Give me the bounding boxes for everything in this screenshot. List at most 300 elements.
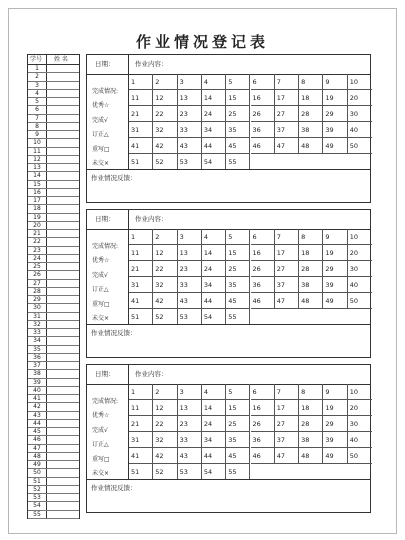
grid-cell: 9 [323, 74, 347, 90]
grid-cell: 6 [251, 229, 275, 245]
status-legend [87, 384, 129, 479]
grid-cell: 45 [226, 448, 250, 464]
status-complete: 完成√ [92, 117, 108, 124]
assignment-content-label: 作业内容： [135, 60, 168, 68]
grid-cell: 4 [202, 74, 226, 90]
page-title: 作业情况登记表 [135, 33, 269, 51]
grid-cell: 10 [348, 74, 372, 90]
roster-row-number: 37 [33, 362, 41, 369]
grid-cell: 26 [251, 106, 275, 122]
date-label: 日期： [87, 55, 129, 74]
roster-row-number: 15 [33, 180, 41, 188]
grid-cell: 5 [226, 74, 250, 90]
roster-row-number: 30 [33, 304, 41, 312]
roster-row [28, 65, 79, 73]
status-rewrite: 重写□ [92, 456, 110, 463]
roster-row [28, 98, 79, 106]
grid-cell: 24 [202, 261, 226, 277]
grid-cell: 9 [323, 384, 347, 400]
assignment-block [86, 364, 371, 513]
roster-row-number: 4 [35, 89, 39, 97]
grid-cell: 22 [153, 416, 177, 432]
roster-row-number: 13 [33, 164, 41, 171]
roster-row [28, 296, 79, 304]
roster-row-number: 52 [33, 485, 41, 493]
roster-row [28, 230, 79, 238]
grid-cell: 21 [129, 261, 153, 277]
roster-row [28, 354, 79, 362]
grid-cell: 41 [129, 448, 153, 464]
grid-cell: 1 [129, 74, 153, 90]
roster-row-number: 25 [33, 263, 41, 270]
roster-row-number: 7 [35, 114, 39, 122]
roster-row-number: 39 [33, 378, 41, 386]
status-complete: 完成√ [92, 427, 108, 434]
grid-cell: 2 [153, 384, 177, 400]
roster-row-number: 34 [33, 337, 41, 345]
grid-cell: 24 [202, 416, 226, 432]
roster-row [28, 214, 79, 222]
status-excellent: 优秀☆ [92, 257, 110, 264]
grid-cell: 4 [202, 384, 226, 400]
grid-cell: 4 [202, 229, 226, 245]
roster-row [28, 82, 79, 90]
roster-row-number: 21 [33, 230, 41, 237]
grid-cell: 52 [153, 309, 177, 324]
grid-cell: 1 [129, 384, 153, 400]
grid-cell: 22 [153, 261, 177, 277]
grid-cell: 5 [226, 384, 250, 400]
grid-cell: 9 [323, 229, 347, 245]
roster-row-number: 5 [35, 98, 39, 105]
grid-cell: 8 [299, 384, 323, 400]
grid-cell: 54 [202, 154, 226, 169]
grid-cell: 49 [323, 138, 347, 154]
grid-cell: 19 [323, 400, 347, 416]
grid-cell: 45 [226, 293, 250, 309]
grid-cell: 7 [275, 74, 299, 90]
roster-row [28, 280, 79, 288]
feedback-divider [87, 324, 370, 325]
grid-cell: 51 [129, 154, 153, 169]
feedback-label: 作业情况反馈： [91, 484, 137, 492]
grid-cell: 5 [226, 229, 250, 245]
grid-cell: 35 [226, 122, 250, 138]
grid-cell: 40 [348, 122, 372, 138]
assignment-content-label: 作业内容： [135, 370, 168, 378]
roster-row-number: 17 [33, 197, 41, 204]
grid-cell: 42 [153, 138, 177, 154]
roster-row [28, 247, 79, 255]
roster-row [28, 73, 79, 81]
grid-cell: 30 [348, 106, 372, 122]
grid-cell: 27 [275, 416, 299, 432]
grid-cell: 1 [129, 229, 153, 245]
roster-row [28, 263, 79, 271]
roster-row [28, 123, 79, 131]
grid-cell: 6 [251, 384, 275, 400]
grid-cell: 39 [323, 432, 347, 448]
grid-cell: 38 [299, 432, 323, 448]
roster-row-number: 35 [33, 345, 41, 353]
roster-row-number: 28 [33, 287, 41, 295]
grid-cell: 16 [251, 245, 275, 261]
roster-row-number: 8 [35, 122, 39, 130]
grid-cell: 11 [129, 400, 153, 416]
grid-cell: 35 [226, 277, 250, 293]
grid-cell: 42 [153, 293, 177, 309]
grid-cell: 37 [275, 277, 299, 293]
roster-row-number: 23 [33, 246, 41, 254]
grid-cell: 46 [251, 293, 275, 309]
grid-cell: 47 [275, 138, 299, 154]
grid-cell: 18 [299, 400, 323, 416]
roster-row-number: 11 [33, 147, 41, 155]
grid-cell: 11 [129, 90, 153, 106]
roster-row [28, 313, 79, 321]
roster-row-number: 44 [33, 419, 41, 427]
roster-row-number: 27 [33, 279, 41, 287]
feedback-divider [87, 479, 370, 480]
grid-cell: 36 [251, 432, 275, 448]
grid-cell: 28 [299, 261, 323, 277]
student-number-grid [129, 229, 372, 324]
grid-cell: 2 [153, 74, 177, 90]
grid-cell: 38 [299, 122, 323, 138]
roster-header-number: 学号 [30, 56, 43, 63]
status-excellent: 优秀☆ [92, 412, 110, 419]
grid-cell: 41 [129, 138, 153, 154]
roster-row-number: 18 [33, 205, 41, 213]
roster-row [28, 370, 79, 378]
grid-cell: 29 [323, 261, 347, 277]
grid-cell: 55 [226, 154, 250, 169]
status-rewrite: 重写□ [92, 301, 110, 308]
grid-cell: 37 [275, 432, 299, 448]
grid-cell: 7 [275, 384, 299, 400]
roster-row [28, 205, 79, 213]
grid-cell: 38 [299, 277, 323, 293]
grid-cell: 26 [251, 416, 275, 432]
grid-cell: 17 [275, 90, 299, 106]
grid-cell: 47 [275, 448, 299, 464]
grid-cell: 19 [323, 245, 347, 261]
roster-row-number: 29 [33, 296, 41, 303]
roster-row [28, 412, 79, 420]
grid-cell: 29 [323, 416, 347, 432]
grid-cell: 29 [323, 106, 347, 122]
grid-cell: 3 [178, 384, 202, 400]
roster-row [28, 420, 79, 428]
roster-row-number: 47 [33, 444, 41, 452]
date-label: 日期： [87, 210, 129, 229]
roster-row-number: 54 [33, 502, 41, 510]
grid-cell: 50 [348, 293, 372, 309]
grid-cell: 35 [226, 432, 250, 448]
grid-cell: 11 [129, 245, 153, 261]
grid-cell: 6 [251, 74, 275, 90]
roster-row [28, 189, 79, 197]
grid-cell: 39 [323, 277, 347, 293]
grid-cell: 32 [153, 122, 177, 138]
grid-cell: 24 [202, 106, 226, 122]
date-label: 日期： [87, 365, 129, 384]
roster-row [28, 486, 79, 494]
roster-row [28, 379, 79, 387]
grid-cell: 21 [129, 106, 153, 122]
grid-cell: 3 [178, 74, 202, 90]
grid-cell: 54 [202, 464, 226, 479]
roster-row-number: 9 [35, 131, 39, 138]
grid-cell: 25 [226, 106, 250, 122]
grid-cell: 54 [202, 309, 226, 324]
roster-row-number: 46 [33, 436, 41, 444]
grid-cell: 14 [202, 400, 226, 416]
student-roster-table [27, 54, 80, 519]
grid-cell: 14 [202, 245, 226, 261]
grid-cell: 8 [299, 74, 323, 90]
grid-cell: 7 [275, 229, 299, 245]
roster-row [28, 90, 79, 98]
grid-cell: 49 [323, 293, 347, 309]
feedback-divider [87, 169, 370, 170]
grid-cell: 36 [251, 122, 275, 138]
grid-cell: 19 [323, 90, 347, 106]
grid-cell: 12 [153, 400, 177, 416]
grid-cell: 2 [153, 229, 177, 245]
roster-row-number: 26 [33, 271, 41, 279]
grid-cell: 17 [275, 245, 299, 261]
grid-cell: 34 [202, 277, 226, 293]
roster-row-number: 20 [33, 221, 41, 229]
grid-cell: 12 [153, 90, 177, 106]
roster-row-number: 55 [33, 510, 41, 518]
grid-cell: 27 [275, 106, 299, 122]
grid-cell: 48 [299, 448, 323, 464]
grid-cell: 17 [275, 400, 299, 416]
grid-cell: 52 [153, 464, 177, 479]
roster-row [28, 453, 79, 461]
grid-cell: 43 [178, 448, 202, 464]
roster-row [28, 511, 79, 519]
grid-cell: 43 [178, 293, 202, 309]
grid-cell: 15 [226, 90, 250, 106]
roster-row-number: 16 [33, 188, 41, 196]
roster-row-number: 38 [33, 370, 41, 378]
roster-row [28, 271, 79, 279]
assignment-block [86, 54, 371, 203]
grid-cell: 44 [202, 293, 226, 309]
status-title: 完成情况: [92, 398, 119, 405]
grid-cell: 53 [178, 309, 202, 324]
grid-cell: 33 [178, 432, 202, 448]
grid-cell: 23 [178, 106, 202, 122]
grid-cell: 26 [251, 261, 275, 277]
roster-row-number: 41 [33, 395, 41, 402]
grid-cell: 45 [226, 138, 250, 154]
roster-row [28, 181, 79, 189]
roster-row-number: 53 [33, 494, 41, 501]
grid-cell: 44 [202, 448, 226, 464]
roster-row [28, 502, 79, 510]
roster-row-number: 49 [33, 461, 41, 468]
roster-row [28, 238, 79, 246]
student-number-grid [129, 74, 372, 169]
roster-row-number: 2 [35, 73, 39, 81]
grid-cell: 32 [153, 432, 177, 448]
roster-row-number: 6 [35, 106, 39, 114]
grid-cell: 51 [129, 464, 153, 479]
roster-row [28, 131, 79, 139]
grid-cell: 34 [202, 432, 226, 448]
status-corrected: 订正△ [92, 131, 109, 138]
roster-row [28, 387, 79, 395]
grid-cell: 46 [251, 448, 275, 464]
status-excellent: 优秀☆ [92, 102, 110, 109]
grid-cell: 18 [299, 90, 323, 106]
grid-cell: 30 [348, 416, 372, 432]
roster-row-number: 24 [33, 254, 41, 262]
grid-cell: 21 [129, 416, 153, 432]
roster-row [28, 288, 79, 296]
grid-cell: 37 [275, 122, 299, 138]
roster-row-number: 19 [33, 213, 41, 221]
roster-row-number: 10 [33, 139, 41, 147]
roster-row [28, 321, 79, 329]
grid-cell: 53 [178, 154, 202, 169]
roster-row-number: 50 [33, 469, 41, 477]
roster-row-number: 3 [35, 81, 39, 89]
roster-row [28, 337, 79, 345]
grid-cell: 50 [348, 448, 372, 464]
grid-cell: 46 [251, 138, 275, 154]
grid-cell: 15 [226, 400, 250, 416]
grid-cell: 25 [226, 261, 250, 277]
grid-cell: 30 [348, 261, 372, 277]
grid-cell: 10 [348, 384, 372, 400]
grid-cell: 23 [178, 261, 202, 277]
status-not-submitted: 未交× [92, 470, 110, 477]
grid-cell: 16 [251, 90, 275, 106]
roster-row-number: 40 [33, 386, 41, 394]
status-not-submitted: 未交× [92, 160, 110, 167]
roster-row [28, 148, 79, 156]
roster-row [28, 304, 79, 312]
grid-cell: 12 [153, 245, 177, 261]
status-title: 完成情况: [92, 243, 119, 250]
status-legend [87, 74, 129, 169]
grid-cell: 48 [299, 138, 323, 154]
grid-cell: 3 [178, 229, 202, 245]
grid-cell: 20 [348, 245, 372, 261]
grid-cell: 42 [153, 448, 177, 464]
roster-row [28, 428, 79, 436]
status-legend [87, 229, 129, 324]
grid-cell: 28 [299, 416, 323, 432]
roster-header-name: 姓 名 [54, 56, 68, 63]
roster-row [28, 329, 79, 337]
status-title: 完成情况: [92, 88, 119, 95]
grid-cell: 33 [178, 122, 202, 138]
assignment-block [86, 209, 371, 358]
grid-cell: 41 [129, 293, 153, 309]
student-number-grid [129, 384, 372, 479]
roster-row-number: 22 [33, 238, 41, 246]
roster-row [28, 436, 79, 444]
roster-row-number: 36 [33, 353, 41, 361]
grid-cell: 15 [226, 245, 250, 261]
roster-row-number: 12 [33, 155, 41, 163]
grid-cell: 36 [251, 277, 275, 293]
roster-row [28, 403, 79, 411]
grid-cell: 32 [153, 277, 177, 293]
roster-row [28, 164, 79, 172]
grid-cell: 31 [129, 277, 153, 293]
roster-row [28, 478, 79, 486]
grid-cell: 51 [129, 309, 153, 324]
grid-cell: 25 [226, 416, 250, 432]
roster-row [28, 469, 79, 477]
roster-row-number: 51 [33, 477, 41, 485]
grid-cell: 39 [323, 122, 347, 138]
roster-row-number: 32 [33, 320, 41, 328]
status-corrected: 订正△ [92, 441, 109, 448]
roster-row-number: 33 [33, 329, 41, 336]
roster-row [28, 362, 79, 370]
roster-row [28, 461, 79, 469]
grid-cell: 53 [178, 464, 202, 479]
grid-cell: 13 [178, 90, 202, 106]
grid-cell: 13 [178, 245, 202, 261]
feedback-label: 作业情况反馈： [91, 329, 137, 337]
roster-row [28, 172, 79, 180]
status-rewrite: 重写□ [92, 146, 110, 153]
grid-cell: 48 [299, 293, 323, 309]
roster-row [28, 494, 79, 502]
grid-cell: 40 [348, 432, 372, 448]
grid-cell: 34 [202, 122, 226, 138]
assignment-content-label: 作业内容： [135, 215, 168, 223]
grid-cell: 20 [348, 90, 372, 106]
roster-row-number: 14 [33, 172, 41, 180]
status-corrected: 订正△ [92, 286, 109, 293]
grid-cell: 49 [323, 448, 347, 464]
roster-row [28, 255, 79, 263]
roster-row-number: 43 [33, 411, 41, 419]
roster-row [28, 395, 79, 403]
roster-row-number: 42 [33, 403, 41, 411]
status-not-submitted: 未交× [92, 315, 110, 322]
grid-cell: 28 [299, 106, 323, 122]
grid-cell: 22 [153, 106, 177, 122]
roster-row-number: 1 [35, 65, 39, 72]
grid-cell: 10 [348, 229, 372, 245]
grid-cell: 40 [348, 277, 372, 293]
grid-cell: 52 [153, 154, 177, 169]
grid-cell: 33 [178, 277, 202, 293]
grid-cell: 44 [202, 138, 226, 154]
roster-row [28, 445, 79, 453]
roster-row [28, 346, 79, 354]
grid-cell: 8 [299, 229, 323, 245]
feedback-label: 作业情况反馈： [91, 174, 137, 182]
grid-cell: 43 [178, 138, 202, 154]
roster-row [28, 222, 79, 230]
roster-row [28, 115, 79, 123]
grid-cell: 13 [178, 400, 202, 416]
roster-row-number: 31 [33, 312, 41, 320]
roster-row [28, 156, 79, 164]
